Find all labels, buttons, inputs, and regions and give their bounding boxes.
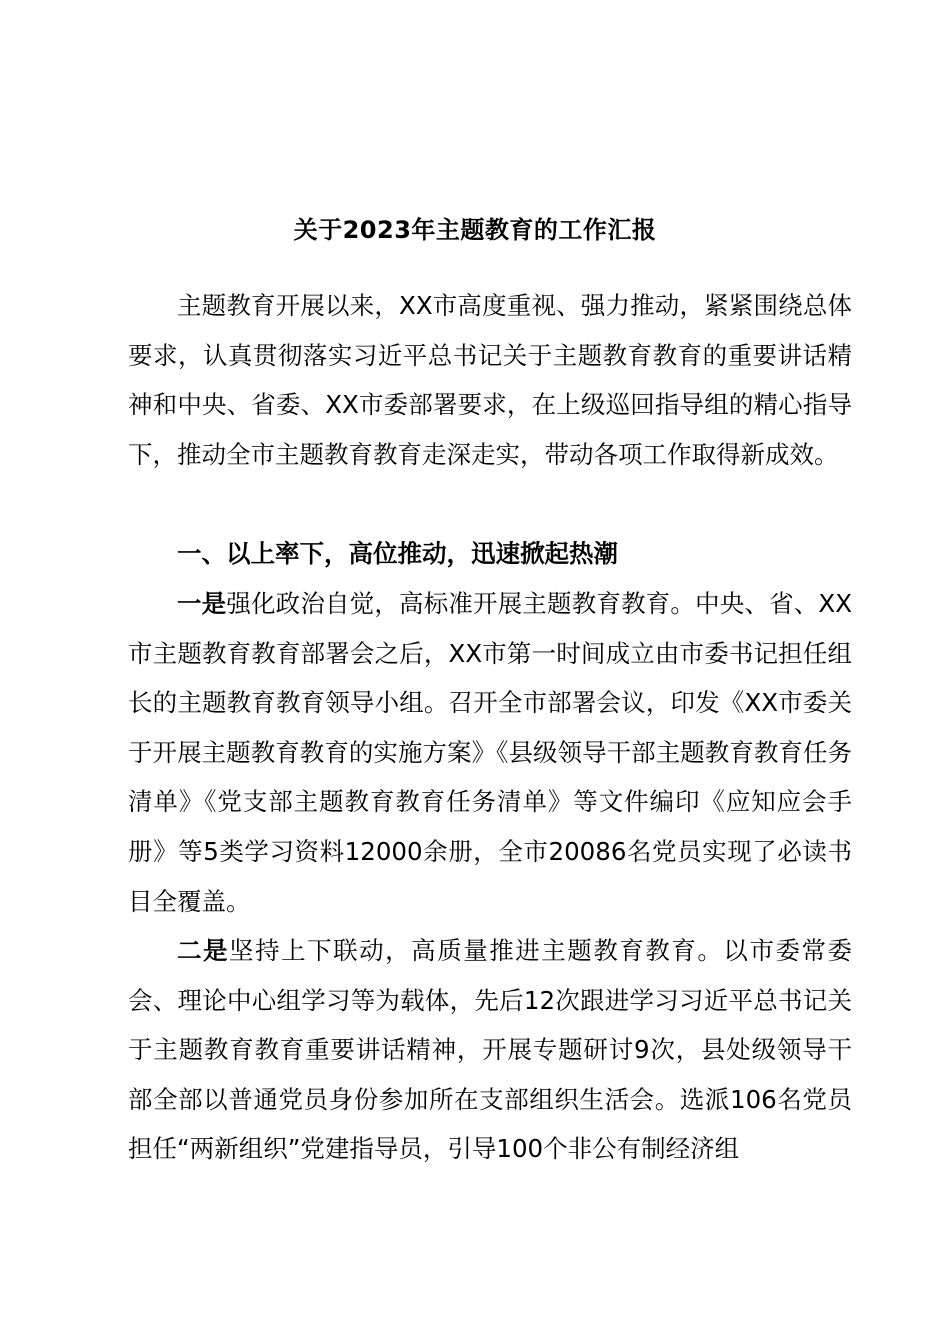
item-two-text: 坚持上下联动，高质量推进主题教育教育。以市委常委会、理论中心组学习等为载体，先后12次跟进学习习近平总书记关于主题教育教育重要讲话精神，开展专题研讨9次，县处级领导干部全部以普通党员身份参加所在支部组织生活会。选派106名党员担任“两新组织”党建指导员，引导100个非公有制经济组: [128, 936, 853, 1164]
intro-paragraph: 主题教育开展以来，XX市高度重视、强力推动，紧紧围绕总体要求，认真贯彻落实习近平总书记关于主题教育教育的重要讲话精神和中央、省委、XX市委部署要求，在上级巡回指导组的精心指导下，推动全市主题教育教育走深走实，带动各项工作取得新成效。: [128, 291, 852, 469]
document-title: 关于2023年主题教育的工作汇报: [293, 216, 657, 244]
section-heading: 一、以上率下，高位推动，迅速掀起热潮: [177, 539, 618, 568]
item-two-paragraph: [128, 926, 852, 1174]
item-one-text: 强化政治自觉，高标准开展主题教育教育。中央、省、XX市主题教育教育部署会之后，XX市第一时间成立由市委书记担任组长的主题教育教育领导小组。召开全市部署会议，印发《XX市委关于开展主题教育教育的实施方案》《县级领导干部主题教育教育任务清单》《党支部主题教育教育任务清单》等文件编印《应知应会手册》等5类学习资料12000余册，全市20086名党员实现了必读书目全覆盖。: [128, 589, 852, 916]
item-one-paragraph: [128, 579, 852, 926]
item-two-lead: 二是: [177, 936, 230, 965]
item-one-lead: 一是: [177, 589, 227, 618]
